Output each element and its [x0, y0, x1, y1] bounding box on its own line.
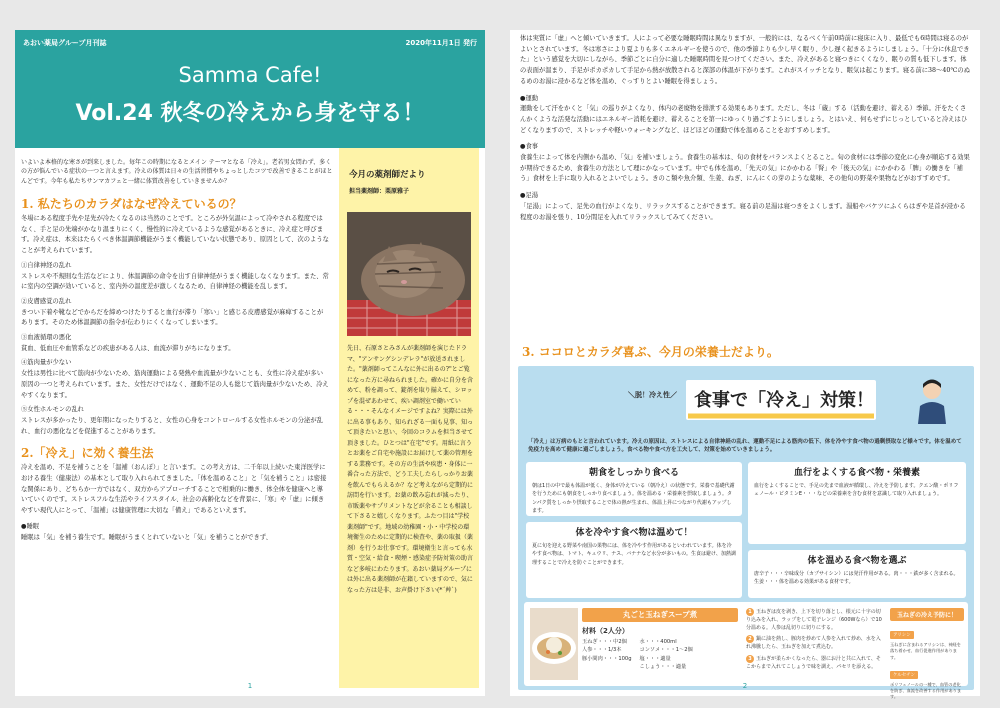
material-item: 玉ねぎ・・・中2個: [582, 638, 627, 645]
food-title: 食事で「冷え」対策！: [694, 390, 874, 411]
diet-text: 食養生によって体を内側から温め、「気」を補いましょう。食養生の基本は、旬の食材をバランスよくとること。旬の食材には季節の変化に心身が順応する効果が期待できるため、食養生の方法として理にかなっています。中でも体を温め、「先天の気」にかかわる「腎」や「後天の気」にかかわる「脾」の働きを「補う」食材を上手に取り入れるとよいでしょう。きのこ類や魚介類、生姜、ねぎ、にんにくの芽のような薬味、その他旬の野菜や果物などがおすすめです。: [520, 154, 970, 183]
material-item: コンソメ・・・1〜2個: [639, 647, 693, 654]
section2-title: 2.「冷え」に効く養生法: [21, 446, 154, 461]
issue-title: Vol.24 秋冬の冷えから身を守る！: [75, 101, 425, 126]
card-cooling-title: 体を冷やす食べ物は温めて！: [575, 528, 693, 538]
page-number-2: 2: [742, 682, 748, 690]
card-circulation-title: 血行をよくする食べ物・栄養素: [793, 468, 920, 478]
issue-date: 2020年11月1日 発行: [405, 39, 477, 47]
exercise-text: 運動をして汗をかくと「気」の巡りがよくなり、体内の老廃物を排泄する効果もあります。ただし、冬は「蔵」する（活動を避け、蓄える）季節。汗をたくさんかくような活発な活動にはエネルギー消耗を避け、蓄えることを第一にゆっくり過ごすようにしましょう。とはいえ、何もせずにじっとしていると冷えはひどくなりますので、ストレッチや軽いウォーキングなど、ほどほどの運動で体を温めることをおすすめします。: [520, 105, 968, 134]
food-badge: ＼脱！冷え性／: [628, 391, 677, 399]
nutritionist-icon: [914, 378, 950, 424]
magazine-title: Samma Cafe!: [178, 63, 322, 87]
cause-heading: ③血液循環の悪化: [21, 334, 72, 342]
card-cooling-food: [526, 522, 742, 598]
exercise-heading: ●運動: [520, 94, 539, 102]
card-circulation: [748, 462, 966, 544]
sleep-continued: 体は実質に「虚」へと傾いていきます。人によって必要な睡眠時間は異なりますが、一般的には、なるべく午前0時前に寝床に入り、最低でも6時間は寝るのがよいとされています。冬は寒さにより夏よりも多くエネルギーを使うので、他の季節よりも少し早く眠り、少し遅く起きるようにしましょう。「十分に休息できた」という感覚を大切にしながら、季節ごとに自分に適した睡眠時間を見つけてください。また、冷えがあると寝つきにくくなり、眠りの質も低下します。体の表面が温まり、手足がポカポカして手足から熱が放散されると深部の体温が下がります。これがスイッチとなり、眠気は起こります。寝る前に38〜40℃のぬるめのお湯に浸かるなど体を温め、ぐっすりとよい睡眠を得ましょう。: [520, 35, 970, 85]
section1-lead: 冬場にある程度手先や足先が冷たくなるのは当然のことです。ところが外気温によって冷やされる程度ではなく、手と足の先端がかなり温まりにくく、慢性的に冷えているような感覚があるときに、冷え症と呼びます。冷え症は、本来はたらくべき体温調節機能がうまく機能していない状態であり、原因として、次のようなことが考えられています。: [21, 215, 329, 255]
cause-heading: ④筋肉量が少ない: [21, 359, 72, 367]
recipe-step: 2 鍋に油を熱し、豚肉を炒めて人参を入れて炒め、水を入れ沸騰したら、玉ねぎを加えて煮込む。: [746, 636, 881, 650]
cause-text: 女性は男性に比べて筋肉が少ないため、筋肉運動による発熱や血流量が少ないことも、女性に冷え症が多い原因の一つと考えられています。また、女性だけではなく、運動不足の人も総じて筋肉量が少ないため、冷えやすくなります。: [21, 370, 329, 399]
recipe-step: 1 玉ねぎは皮を剥き、上下を切り落とし、根元に十字の切り込みを入れ、ラップをして電子レンジ（600Wなら）で10分温める。人参は乱切りに切りにする。: [746, 609, 882, 631]
pharmacist-column-text: 先日、石原さとみさんが薬剤師を演じたドラマ、"アンサングシンデレラ"が放送されました。"薬剤師ってこんなに外に出るの?"とご覧になった方に尋ねられました。確かに自分を含めて、粉を調って、錠剤を取り揃えて、シロップを混ぜあわせて、疾い調剤室で働いている・・・そんなイメージですよね？実際には外に出る事もあり、知られざる一面も見事、知って頂きたいと思い、今回のコラムを担当させて頂きました。ひとつは"在宅"です。用紙に言うとお薬をご自宅や施設にお届けして薬の管理をする業務です。その方の生活や疾患・身体に一番合った方法で、どう工夫したらしっかりお薬を飲んでもらえるか？など考えながら定期的に訪問を行います。お薬の飲み忘れが減ったり、市販薬やサプリメントなどが余ることも相談して下さると嬉しくなります。ふたつ目は"学校薬剤師"です。地域の幼稚園・小・中学校の環境衛生のために定期的に検査や、薬の取扱（薬剤）を行うお仕事です。環境衛生と言っても水質・空気・給食・喫煙・感染症予防対策の助言など多岐にわたります。あおい薬局グループには外に出る薬剤師が在籍していますので、気になった方は是非、お声掛け下さい(*´艸`): [347, 345, 474, 594]
publisher-name: あおい薬局グループ月刊誌: [23, 39, 107, 47]
cause-text: ストレスや不規則な生活などにより、体温調節の命令を出す自律神経がうまく機能しなくなります。また、常に室内の空調が効いていると、室内外の温度差が激しくなるため、自律神経の機能を乱します。: [21, 272, 329, 291]
sleep-text: 睡眠は「気」を補う養生です。睡眠がうまくとれていないと「気」を補うことができず、: [21, 533, 272, 541]
onion-benefits-title: 玉ねぎの冷え予防に！: [890, 608, 964, 621]
page2-text-column: [520, 34, 970, 223]
recipe-step: 3 玉ねぎが柔らかくなったら、器にお汁と共に入れて、そこからまで入れてこしょうで味を調え、パセリを添える。: [746, 655, 881, 670]
card-warming-text: 唐辛子・・・辛味成分（カプサイシン）には発汗作用がある。肉・・・鉄が多く含まれる。生姜・・・体を温める効果がある食材です。: [754, 571, 959, 586]
card-breakfast: [526, 462, 742, 516]
onion-benefits: [890, 608, 964, 700]
page-number-1: 1: [247, 682, 253, 690]
card-cooling-text: 夏に旬を迎える野菜や南国の果物には、体を冷やす作用があるといわれています。体を冷やす食べ物は、トマト、キュウリ、ナス、バナナなど水分が多いもの。生食は避け、加熱調理することで冷えを防ぐことができます。: [532, 543, 736, 566]
section3-title: 3. ココロとカラダ喜ぶ、今月の栄養士だより。: [522, 345, 779, 359]
section1-title: 1. 私たちのカラダはなぜ冷えているの？: [21, 197, 242, 211]
benefit-text: 玉ねぎに含まれるアリシンは、神経を落ち着かせ、血行促進作用があります。: [890, 642, 961, 660]
recipe-materials: [582, 626, 742, 672]
cat-illustration: [347, 212, 471, 336]
pharmacist-column-title: 今月の薬剤師だより: [349, 170, 426, 180]
cause-text: 貧血、低血圧や血管系などの疾患がある人は、血流が滞りがちになります。: [21, 344, 235, 352]
footbath-text: 「足湯」によって、足先の血行がよくなり、リラックスすることができます。寝る前の足湯は寝つきをよくします。湯船やバケツにふくらはぎや足首が浸かる程度のお湯を張り、10分間足を入れてリラックスしてみてください。: [520, 202, 966, 221]
pharmacist-author: 担当薬剤師：栗原雅子: [349, 188, 410, 195]
card-breakfast-text: 朝は1日の中で最も体温が低く、身体が冷えている（朝冷え）の状態です。栄養で基礎代謝を行うためにも朝食をしっかり食べましょう。体を温める・栄養素を摂取しましょう。タンパク質をしっかり摂取することで体の熱が生まれ、体温上昇につながり代謝もアップします。: [532, 483, 735, 514]
material-item: 豚小間肉・・・100g: [582, 655, 632, 662]
page-1: [15, 30, 485, 696]
material-item: 水・・・400ml: [639, 638, 677, 645]
pharmacist-column: [339, 148, 479, 688]
material-item: 塩・・・適量: [639, 655, 671, 662]
sleep-heading: ●睡眠: [21, 522, 40, 530]
cause-text: きつい下着や靴などでからだを締めつけたりすると血行が滞り「寒い」と感じる皮膚感覚が麻痺することがあります。そのため体温調節の指令が伝わりにくくなってしまいます。: [21, 308, 324, 327]
section2-text: 冷えを温め、不足を補うことを「温補（おんぽ）」と言います。この考え方は、二千年以上続いた東洋医学における養生（健康法）の基本として取り入れられてきました。「体を温めること」と「気を補うこと」は密接な関係にあり、どちらか一方ではなく、双方からアプローチすることで相乗的に働き、体全体を健康へと導いていくのです。ストレスフルな生活やライフスタイル、社会の高齢化などを背景に、「寒」や「虚」に傾きやすい現代人にとって、「温補」は健康管理に大切な「備え」であるといえます。: [21, 464, 327, 515]
recipe-title: 丸ごと玉ねぎスープ煮: [582, 608, 738, 622]
card-warming-title: 体を温める食べ物を選ぶ: [807, 556, 907, 566]
recipe-card: [524, 602, 968, 700]
soup-illustration: [530, 608, 578, 680]
section1-items: [21, 261, 329, 438]
cat-photo: [347, 212, 471, 336]
card-warming-food: [748, 550, 966, 598]
food-title-banner: [628, 376, 878, 424]
material-item: 人参・・・1/3本: [582, 647, 622, 654]
page-2: [510, 30, 980, 700]
footbath-heading: ●足湯: [520, 192, 539, 200]
card-breakfast-title: 朝食をしっかり食べる: [588, 468, 679, 478]
recipe-photo: [530, 608, 578, 680]
left-column: [21, 195, 329, 543]
food-note: 「冷え」は万病のもとと言われています。冷えの原因は、ストレスによる自律神経の乱れ、運動不足による筋肉の低下、体を冷やす食べ物の過剰摂取など様々です。体を温めて免疫力を高めて健康に過ごしましょう。食べる物や食べ方を工夫して、対策を始めていきましょう。: [528, 439, 962, 454]
cause-heading: ②皮膚感覚の乱れ: [21, 297, 72, 305]
benefit-tag: ケルセチン: [890, 671, 918, 679]
materials-heading: 材料（2人分）: [582, 627, 629, 635]
card-circulation-text: 血行をよくすることで、手足の先まで血液が循環し、冷えを予防します。クエン酸・ポリフェノール・ビタミンE・・・などの栄養素を含む食材を意識して取り入れましょう。: [754, 483, 959, 498]
cause-heading: ⑤女性ホルモンの乱れ: [21, 406, 84, 414]
nutrition-infographic: [518, 366, 974, 700]
benefit-tag: アリシン: [890, 631, 914, 639]
benefit-text: ポリフェノールの一種で、血管の老化を防ぎ、血流を改善する作用があります。: [890, 681, 962, 700]
cause-text: ストレスが多かったり、更年期になったりすると、女性の心身をコントロールする女性ホルモンの分泌が乱れ、血行の悪化などを促進することがあります。: [21, 416, 323, 435]
material-item: こしょう・・・適量: [639, 664, 687, 671]
recipe-steps: [746, 608, 884, 671]
diet-heading: ●食事: [520, 143, 539, 151]
magazine-header: [15, 30, 485, 148]
intro-text: いよいよ本格的な寒さが到来しました。毎年この時期になるとメイン テーマとなる「冷え」。老若男女問わず、多くの方が悩んでいる症状の一つと言えます。冷えの体質は日々の生活習慣やちょっとしたコツで改善できることがほとんどです。今年も私たちサンマカフェと一緒に体質改善をしていきませんか？: [21, 159, 333, 185]
cause-heading: ①自律神経の乱れ: [21, 261, 72, 269]
